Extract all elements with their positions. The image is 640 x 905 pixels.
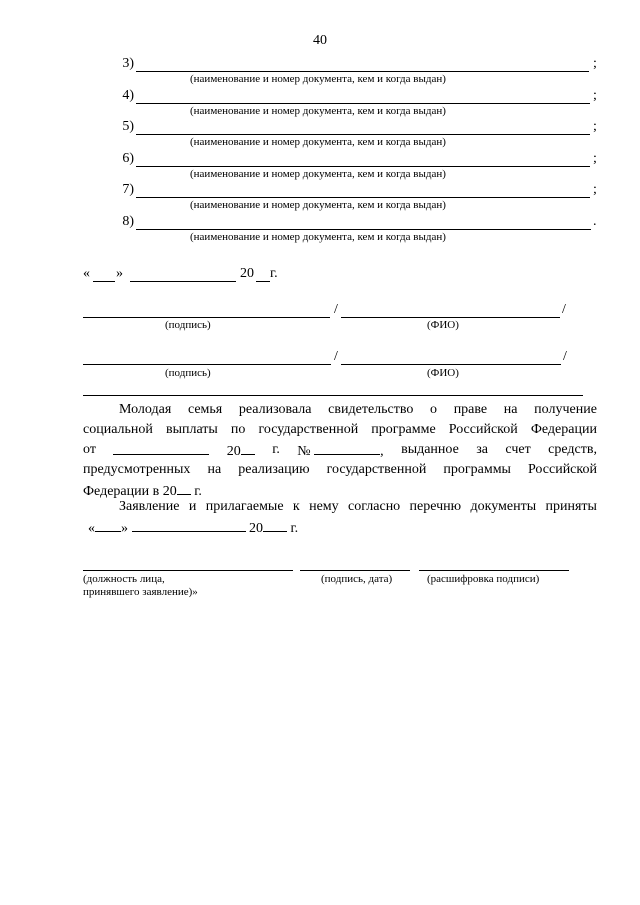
word: семья xyxy=(187,402,223,417)
date-close-quote: » xyxy=(116,266,123,281)
word: перечню xyxy=(409,499,462,514)
document-number: 5) xyxy=(122,119,134,134)
word: получение xyxy=(534,402,597,417)
document-line-end: ; xyxy=(593,87,597,103)
name-line-1 xyxy=(341,317,560,318)
document-line-end: ; xyxy=(593,56,597,71)
word: приняты xyxy=(545,499,597,514)
document-caption: (наименование и номер документа, кем и когда выдан) xyxy=(190,167,446,180)
date-year-blank xyxy=(256,281,270,282)
signature-slash-1b: / xyxy=(562,302,566,317)
document-line-end: ; xyxy=(593,119,597,134)
word: согласно xyxy=(348,499,401,514)
word: Российской xyxy=(448,422,518,437)
word: государственной xyxy=(258,422,359,437)
word: социальной xyxy=(83,422,153,437)
document-line-end: ; xyxy=(593,150,597,166)
certificate-paragraph xyxy=(83,400,597,500)
word: Федерации xyxy=(530,422,597,437)
section-separator xyxy=(83,395,583,396)
date-day-blank xyxy=(93,281,115,282)
word: документы xyxy=(470,499,537,514)
signature-slash-2b: / xyxy=(563,349,567,364)
document-fill-line xyxy=(136,166,590,167)
document-fill-line xyxy=(136,134,590,135)
rest-word-2: за xyxy=(476,442,488,457)
g-word: г. xyxy=(272,442,280,457)
acceptance-line-1 xyxy=(83,497,597,517)
paragraph-line-1 xyxy=(83,400,597,420)
name-line-2 xyxy=(341,364,561,365)
word: Российской xyxy=(527,462,597,477)
rest-word-3: счет xyxy=(505,442,531,457)
document-caption: (наименование и номер документа, кем и когда выдан) xyxy=(190,199,446,211)
signature-line-2 xyxy=(83,364,331,365)
document-number: 6) xyxy=(122,150,134,166)
document-line-end: ; xyxy=(593,182,597,197)
rest-word-4: средств, xyxy=(548,442,597,457)
word: программе xyxy=(371,422,436,437)
word: к xyxy=(292,499,300,514)
document-fill-line xyxy=(136,103,590,104)
acceptance-paragraph xyxy=(83,497,597,537)
name-label-1: (ФИО) xyxy=(427,319,459,331)
document-number: 4) xyxy=(122,87,134,103)
word: реализацию xyxy=(238,462,310,477)
document-caption: (наименование и номер документа, кем и когда выдан) xyxy=(190,230,446,243)
word: Молодая xyxy=(119,402,172,417)
document-line-end: . xyxy=(593,213,597,229)
word: выплаты xyxy=(165,422,218,437)
word: предусмотренных xyxy=(83,462,191,477)
word: и xyxy=(188,499,197,514)
sign-date-line xyxy=(300,570,410,571)
word: прилагаемые xyxy=(205,499,284,514)
document-number: 3) xyxy=(122,56,134,71)
word: государственной xyxy=(326,462,427,477)
document-number: 8) xyxy=(122,213,134,229)
decode-line xyxy=(419,570,569,571)
document-fill-line xyxy=(136,229,591,230)
word: на xyxy=(503,402,518,417)
paragraph-line-2 xyxy=(83,420,597,440)
certificate-date-blank xyxy=(113,440,209,455)
document-caption: (наименование и номер документа, кем и когда выдан) xyxy=(190,73,446,85)
document-fill-line xyxy=(136,197,590,198)
year-word: 20 xyxy=(227,440,255,460)
signature-line-1 xyxy=(83,317,330,318)
word: свидетельство xyxy=(328,402,414,417)
signature-label-1: (подпись) xyxy=(165,319,211,331)
date-year-prefix: 20 xyxy=(240,266,254,281)
date-open-quote: « xyxy=(83,266,90,281)
word: Заявление xyxy=(119,499,180,514)
document-caption: (наименование и номер документа, кем и когда выдан) xyxy=(190,104,446,117)
signature-label-2: (подпись) xyxy=(165,367,211,379)
name-label-2: (ФИО) xyxy=(427,367,459,379)
position-label: (должность лица, xyxy=(83,573,165,585)
date-month-blank xyxy=(130,281,236,282)
signature-slash-1a: / xyxy=(334,302,338,317)
word: на xyxy=(207,462,222,477)
paragraph-line-3 xyxy=(83,440,597,460)
from-word: от xyxy=(83,442,96,457)
acceptance-line-2: « » 20 г. xyxy=(83,517,597,537)
sign-date-label: (подпись, дата) xyxy=(321,573,393,585)
signature-slash-2a: / xyxy=(334,349,338,364)
document-caption: (наименование и номер документа, кем и когда выдан) xyxy=(190,136,446,148)
word: реализовала xyxy=(238,402,312,417)
document-number: 7) xyxy=(122,182,134,197)
date-year-suffix: г. xyxy=(270,266,278,281)
number-sign: № , xyxy=(297,440,383,460)
page-number: 40 xyxy=(313,33,327,48)
position-line xyxy=(83,570,293,571)
rest-word-1: выданное xyxy=(401,442,459,457)
document-fill-line xyxy=(136,71,589,72)
word: о xyxy=(430,402,438,417)
position-label-2: принявшего заявление)» xyxy=(83,586,198,598)
paragraph-line-4 xyxy=(83,460,597,480)
word: нему xyxy=(309,499,339,514)
decode-label: (расшифровка подписи) xyxy=(427,573,540,585)
paragraph-line-5: Федерации в 20 г. xyxy=(83,480,597,500)
word: праве xyxy=(453,402,488,417)
word: программы xyxy=(443,462,511,477)
word: по xyxy=(230,422,246,437)
